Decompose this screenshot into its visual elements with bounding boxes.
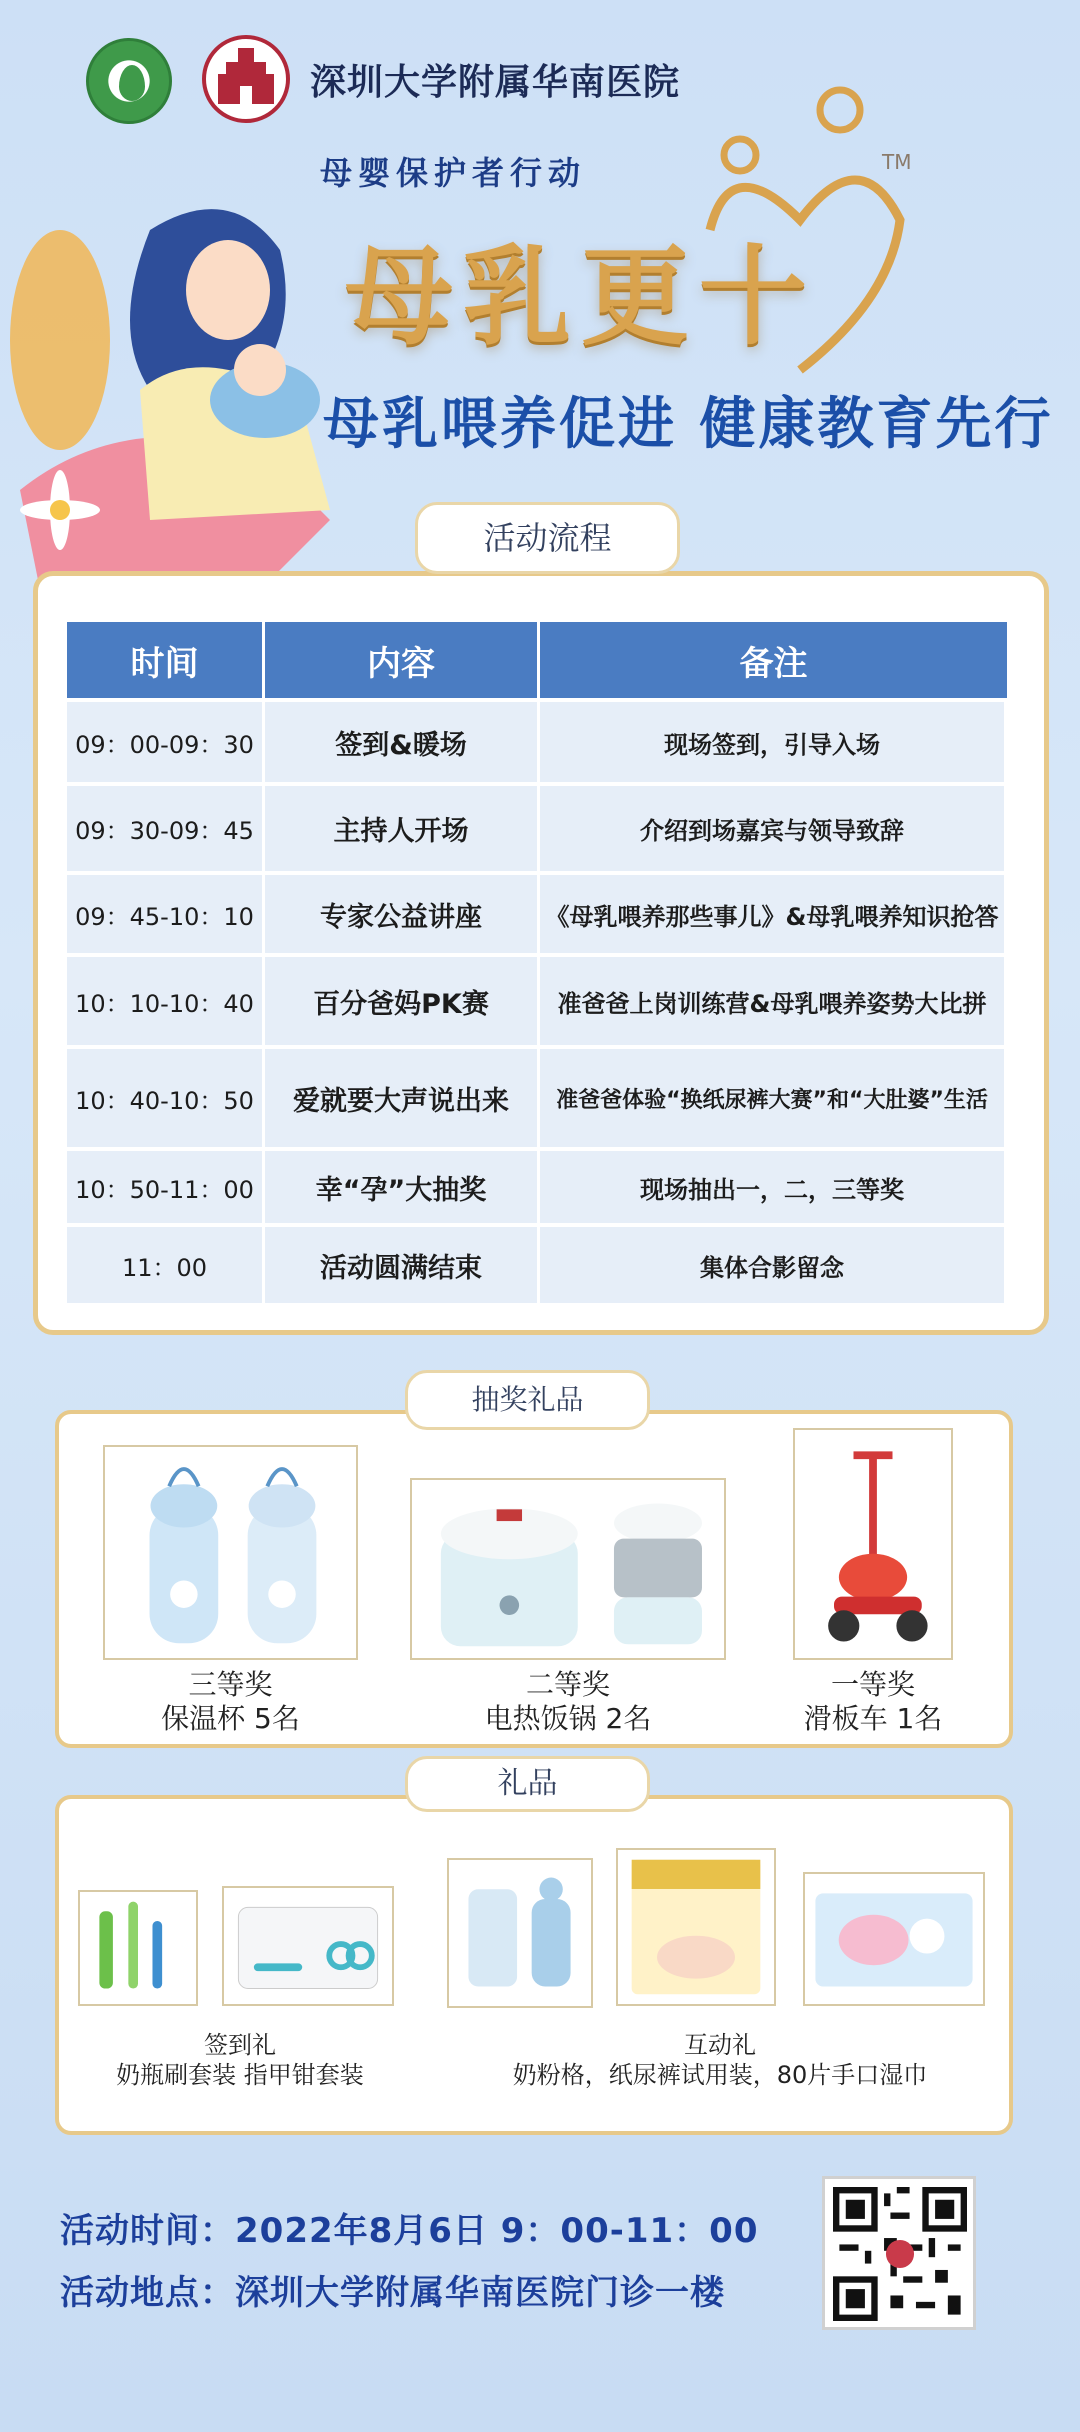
prize-item (103, 1668, 358, 1736)
hospital-name: 深圳大学附属华南医院 (310, 62, 681, 103)
brand-title: 母乳更十 (345, 235, 818, 360)
table-row (67, 1227, 1007, 1303)
row-note: 现场抽出一，二，三等奖 (540, 1151, 1007, 1223)
schedule-section-label: 活动流程 (415, 502, 680, 574)
gift-group-title: 签到礼 (204, 2031, 276, 2059)
row-time: 09：45-10：10 (67, 875, 265, 953)
diaper-trial-pack-image (616, 1848, 776, 2006)
electric-lunchbox-image (410, 1478, 726, 1660)
prize-rank: 二等奖 (525, 1668, 610, 1701)
row-time: 10：50-11：00 (67, 1151, 265, 1223)
prize-rank: 一等奖 (830, 1668, 915, 1701)
row-note: 介绍到场嘉宾与领导致辞 (540, 786, 1007, 871)
table-header-row (67, 622, 1007, 698)
gifts-section-label: 礼品 (405, 1756, 650, 1812)
bottle-brush-set-image (78, 1890, 198, 2006)
row-time: 09：00-09：30 (67, 702, 265, 782)
prize-rank: 三等奖 (188, 1668, 273, 1701)
column-header-note: 备注 (540, 622, 1007, 698)
gift-group-desc: 奶粉格，纸尿裤试用装，80片手口湿巾 (512, 2061, 928, 2089)
wet-wipes-pack-image (803, 1872, 985, 2006)
table-row (67, 1049, 1007, 1147)
row-time: 10：10-10：40 (67, 957, 265, 1045)
row-note: 准爸爸上岗训练营&母乳喂养姿势大比拼 (540, 957, 1007, 1045)
gift-group-desc: 奶瓶刷套装 指甲钳套装 (116, 2061, 364, 2089)
row-time: 09：30-09：45 (67, 786, 265, 871)
gift-group (440, 2030, 1000, 2090)
hospital-emblem-logo (86, 38, 172, 124)
row-content: 活动圆满结束 (265, 1227, 540, 1303)
row-content: 主持人开场 (265, 786, 540, 871)
prize-desc: 电热饭锅 2名 (484, 1702, 652, 1735)
column-header-time: 时间 (67, 622, 265, 698)
gift-group-title: 互动礼 (684, 2031, 756, 2059)
table-row (67, 957, 1007, 1045)
row-content: 爱就要大声说出来 (265, 1049, 540, 1147)
row-content: 百分爸妈PK赛 (265, 957, 540, 1045)
scooter-image (793, 1428, 953, 1660)
qr-code[interactable] (822, 2176, 976, 2330)
prize-desc: 保温杯 5名 (161, 1702, 300, 1735)
table-row (67, 875, 1007, 953)
table-row (67, 786, 1007, 871)
row-note: 现场签到，引导入场 (540, 702, 1007, 782)
row-content: 签到&暖场 (265, 702, 540, 782)
row-content: 专家公益讲座 (265, 875, 540, 953)
column-header-content: 内容 (265, 622, 540, 698)
row-time: 10：40-10：50 (67, 1049, 265, 1147)
event-location: 活动地点：深圳大学附属华南医院门诊一楼 (60, 2273, 725, 2313)
prizes-section-label: 抽奖礼品 (405, 1370, 650, 1430)
slogan: 母乳喂养促进 健康教育先行 (323, 392, 1054, 457)
row-content: 幸“孕”大抽奖 (265, 1151, 540, 1223)
nail-clipper-set-image (222, 1886, 394, 2006)
trademark-mark: TM (882, 150, 912, 174)
table-row (67, 702, 1007, 782)
row-note: 集体合影留念 (540, 1227, 1007, 1303)
prize-item (763, 1668, 983, 1736)
row-note: 《母乳喂养那些事儿》&母乳喂养知识抢答 (540, 875, 1007, 953)
prize-item (410, 1668, 726, 1736)
campaign-subtitle: 母婴保护者行动 (320, 154, 587, 192)
thermos-cup-image (103, 1445, 358, 1660)
hospital-gate-logo (196, 34, 296, 124)
row-time: 11：00 (67, 1227, 265, 1303)
prize-desc: 滑板车 1名 (803, 1702, 943, 1735)
gift-group (60, 2030, 420, 2090)
qr-code-icon (833, 2187, 967, 2321)
event-time: 活动时间：2022年8月6日 9：00-11：00 (60, 2211, 759, 2251)
row-note: 准爸爸体验“换纸尿裤大赛”和“大肚婆”生活 (540, 1049, 1007, 1147)
table-row (67, 1151, 1007, 1223)
formula-container-image (447, 1858, 593, 2008)
schedule-table (67, 618, 1007, 1307)
